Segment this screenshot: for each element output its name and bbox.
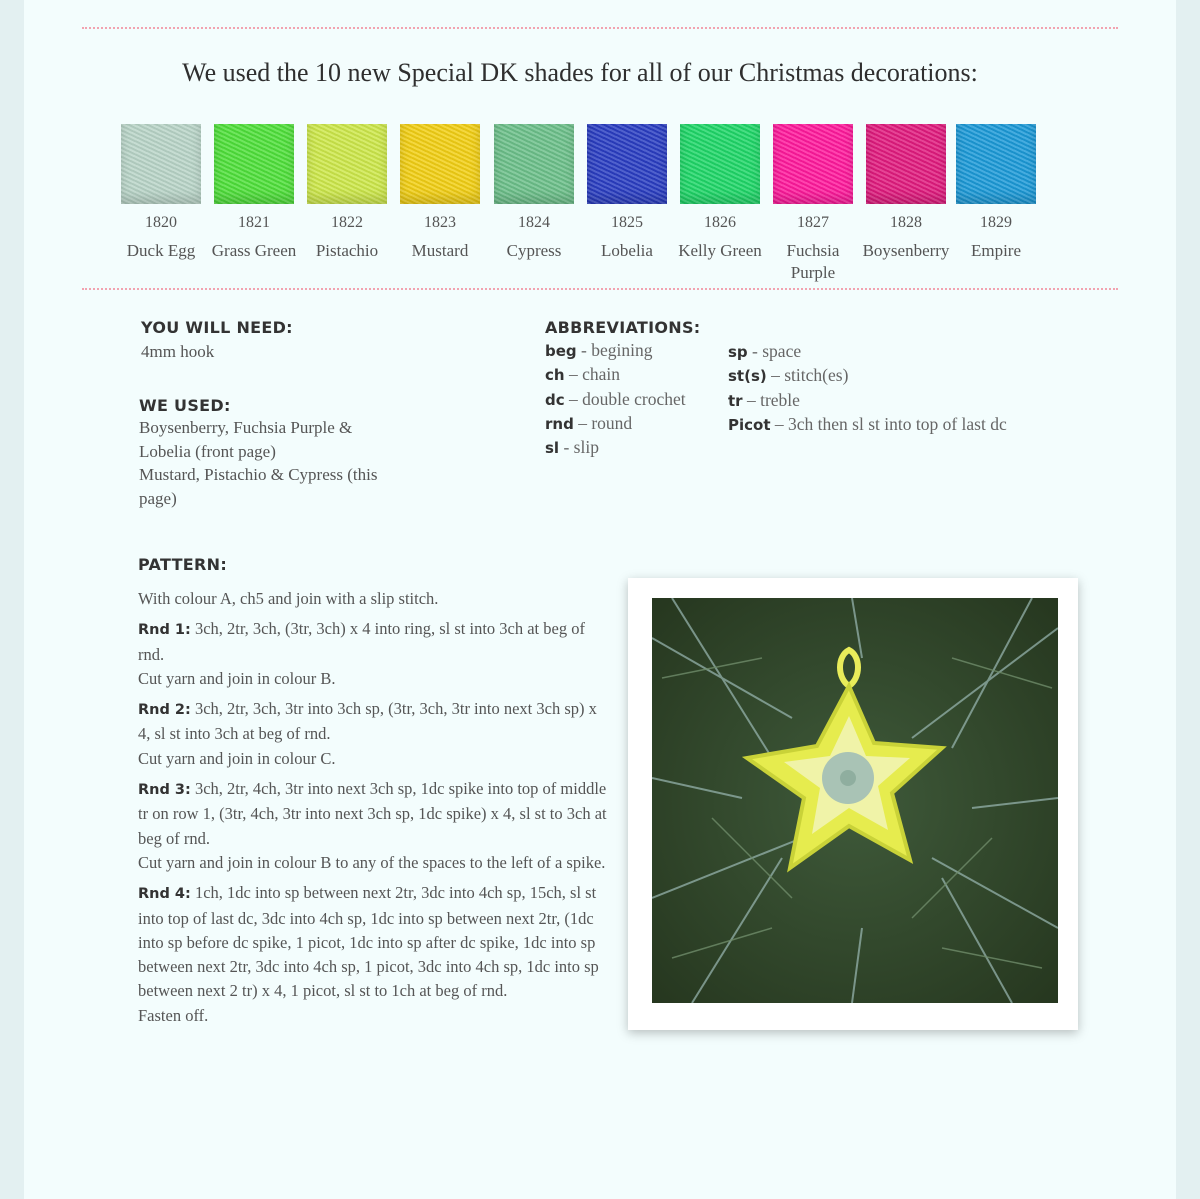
swatch-1826 (670, 120, 770, 262)
pattern-round-4: Rnd 4: 1ch, 1dc into sp between next 2tr, 3dc into 4ch sp, 15ch, sl st into top of last dc, 3dc into 4ch sp, 1dc into sp between next 2tr, (1dc into sp before dc spike, 1 picot, 1dc into sp after dc spike, 1dc into sp between next 2tr, 3dc into 4ch sp, 1 picot, 3dc into 4ch sp, 1dc into sp between next 2 tr) x 4, 1 picot, sl st to 1ch at beg of rnd. Fasten off. (138, 883, 599, 1025)
swatch-name: Fuchsia Purple (786, 241, 840, 282)
swatch-name: Cypress (506, 241, 562, 260)
swatch-code: 1824 (518, 214, 550, 231)
abbreviations-heading: ABBREVIATIONS: (545, 318, 701, 337)
abbreviation-item: ch – chain (545, 364, 620, 385)
swatch-1823 (390, 120, 490, 262)
abbreviations-left (545, 339, 686, 460)
swatch-name: Kelly Green (678, 241, 762, 260)
swatch-name: Lobelia (601, 241, 653, 260)
swatch-code: 1825 (611, 214, 643, 231)
pattern-round-3: Rnd 3: 3ch, 2tr, 4ch, 3tr into next 3ch sp, 1dc spike into top of middle tr on row 1, (3tr, 4ch, 3tr into next 3ch sp, 1dc spike) x 4, sl st to 3ch at beg of rnd. Cut yarn and join in colour B to any of the spaces to the left of a spike. (138, 779, 607, 872)
abbreviation-item: st(s) – stitch(es) (728, 365, 849, 386)
abbreviation-item: sp - space (728, 341, 802, 361)
swatch-name: Pistachio (315, 241, 379, 260)
pattern-heading: PATTERN: (138, 555, 228, 574)
swatch-1824 (484, 120, 584, 262)
swatch-code: 1826 (704, 214, 736, 231)
yarn-ball-fuchsia-purple (773, 124, 853, 204)
photo-frame (628, 578, 1078, 1030)
pattern-intro: With colour A, ch5 and join with a slip stitch. (138, 589, 439, 608)
swatch-name: Mustard (411, 241, 469, 260)
swatch-1828 (856, 120, 956, 262)
we-used-text (139, 416, 377, 510)
we-used-line: Mustard, Pistachio & Cypress (this (139, 465, 378, 484)
yarn-swatches (0, 120, 1200, 290)
we-used-line: page) (139, 488, 177, 508)
swatch-1829 (946, 120, 1046, 262)
swatch-name: Duck Egg (126, 241, 196, 260)
yarn-ball-duck-egg (121, 124, 201, 204)
we-used-heading: WE USED: (139, 396, 231, 415)
yarn-ball-lobelia (587, 124, 667, 204)
abbreviation-item: tr – treble (728, 389, 800, 410)
swatch-code: 1829 (980, 214, 1012, 231)
yarn-ball-cypress (494, 124, 574, 204)
abbreviations-right (728, 340, 1007, 437)
swatch-1822 (297, 120, 397, 262)
swatch-code: 1822 (331, 214, 363, 231)
we-used-line: Lobelia (front page) (139, 441, 276, 461)
abbreviation-item: sl - slip (545, 437, 599, 458)
abbreviation-item: rnd – round (545, 412, 633, 433)
swatch-name: Boysenberry (862, 241, 950, 260)
swatch-1825 (577, 120, 677, 262)
yarn-ball-boysenberry (866, 124, 946, 204)
swatch-1827 (763, 120, 863, 284)
pattern-round-1: Rnd 1: 3ch, 2tr, 3ch, (3tr, 3ch) x 4 into ring, sl st into 3ch at beg of rnd. Cut yarn and join in colour B. (138, 619, 585, 688)
yarn-ball-pistachio (307, 124, 387, 204)
yarn-ball-mustard (400, 124, 480, 204)
swatch-code: 1827 (797, 214, 829, 231)
divider-top (82, 27, 1118, 29)
you-will-need-text: 4mm hook (141, 342, 215, 361)
yarn-ball-grass-green (214, 124, 294, 204)
swatch-name: Grass Green (211, 241, 297, 260)
swatch-1821 (204, 120, 304, 262)
abbreviation-item: Picot – 3ch then sl st into top of last dc (728, 413, 1007, 434)
star-ornament-illustration (652, 598, 1058, 1003)
pattern-instructions (138, 587, 608, 1034)
swatch-name: Empire (970, 241, 1022, 260)
we-used-line: Boysenberry, Fuchsia Purple & (139, 418, 353, 437)
divider-middle (82, 288, 1118, 290)
page-headline: We used the 10 new Special DK shades for all of our Christmas decorations: (182, 58, 978, 87)
swatch-code: 1823 (424, 214, 456, 231)
abbreviation-item: beg - begining (545, 340, 653, 360)
abbreviation-item: dc – double crochet (545, 388, 686, 409)
swatch-code: 1820 (145, 214, 177, 231)
swatch-code: 1821 (238, 214, 270, 231)
yarn-ball-kelly-green (680, 124, 760, 204)
swatch-1820 (111, 120, 211, 262)
yarn-ball-empire (956, 124, 1036, 204)
crochet-star-photo (652, 598, 1058, 1003)
you-will-need-heading: YOU WILL NEED: (141, 318, 293, 337)
swatch-code: 1828 (890, 214, 922, 231)
pattern-round-2: Rnd 2: 3ch, 2tr, 3ch, 3tr into 3ch sp, (3tr, 3ch, 3tr into next 3ch sp) x 4, sl st into 3ch at beg of rnd. Cut yarn and join in colour C. (138, 699, 597, 768)
